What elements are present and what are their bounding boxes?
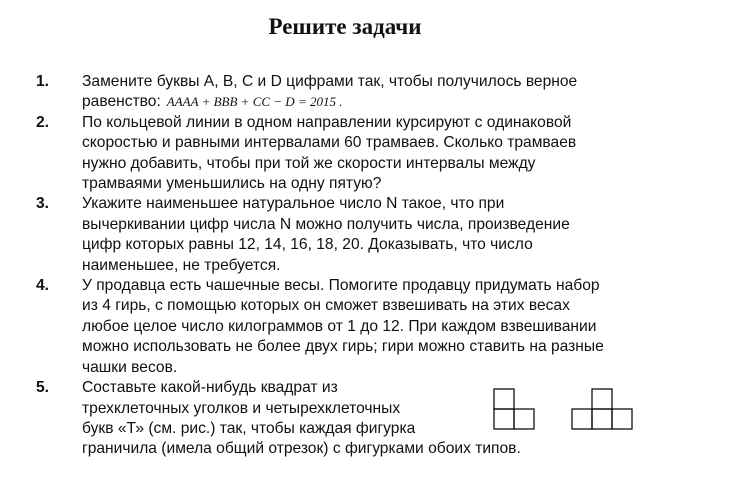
problem-line: Замените буквы A, B, C и D цифрами так, чтобы получилось верное <box>82 73 578 90</box>
problem-line: По кольцевой линии в одном направлении курсируют с одинаковой <box>82 113 572 131</box>
problem-line: из 4 гирь, с помощью которых он сможет взвешивать на этих весах <box>82 297 570 315</box>
t-tetromino-figure <box>572 389 632 429</box>
problem-2 <box>36 113 676 195</box>
problem-line: трамваями уменьшились на одну пятую? <box>82 175 382 193</box>
problem-line: скоростью и равными интервалами 60 трамваев. Сколько трамваев <box>82 134 577 152</box>
problem-line: вычеркивании цифр числа N можно получить числа, произведение <box>82 215 570 233</box>
equation: AAAA + BBB + CC − D = 2015 . <box>166 94 343 110</box>
problem-number: 3. <box>36 195 50 213</box>
l-tromino-figure <box>494 389 534 429</box>
page-title: Решите задачи <box>268 14 422 39</box>
equation-prefix: равенство: <box>82 93 161 111</box>
problem-line <box>82 92 676 112</box>
problem-1 <box>36 72 676 113</box>
problem-line: Составьте какой-нибудь квадрат из <box>82 379 338 397</box>
problem-3 <box>36 194 676 276</box>
problem-line: цифр которых равны 12, 14, 16, 18, 20. Доказывать, что число <box>82 236 533 254</box>
problem-line: нужно добавить, чтобы при той же скорости интервалы между <box>82 154 536 172</box>
problem-line: можно использовать не более двух гирь; гири можно ставить на разные <box>82 338 604 356</box>
problem-number: 5. <box>36 379 50 397</box>
figures <box>492 387 642 433</box>
problem-line: У продавца есть чашечные весы. Помогите продавцу придумать набор <box>82 277 600 295</box>
problem-number: 4. <box>36 277 50 295</box>
problem-line: наименьшее, не требуется. <box>82 256 281 274</box>
problem-line: трехклеточных уголков и четырехклеточных <box>82 399 401 417</box>
problem-line: Укажите наименьшее натуральное число N такое, что при <box>82 195 505 213</box>
problem-4 <box>36 276 676 378</box>
problem-line: букв «Т» (см. рис.) так, чтобы каждая фигурка <box>82 419 416 437</box>
problem-line: граничила (имела общий отрезок) с фигурками обоих типов. <box>82 440 521 458</box>
problem-number: 1. <box>36 73 50 90</box>
problem-line: любое целое число килограммов от 1 до 12. При каждом взвешивании <box>82 317 597 335</box>
problem-line: чашки весов. <box>82 358 178 376</box>
problem-number: 2. <box>36 113 50 131</box>
